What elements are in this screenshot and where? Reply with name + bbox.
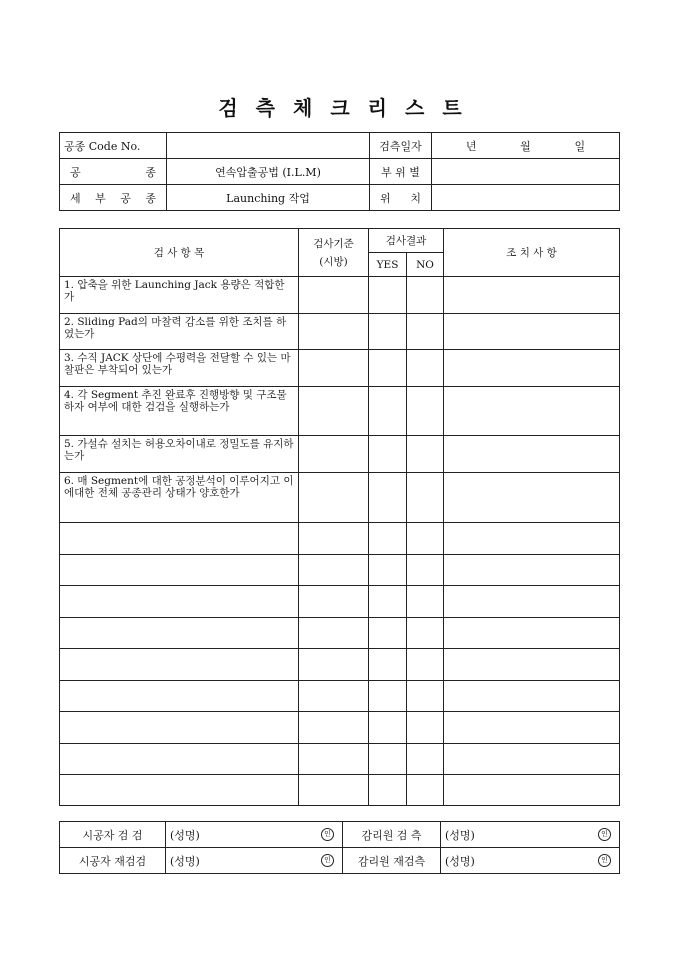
standard-cell[interactable] xyxy=(299,555,369,586)
yes-cell[interactable] xyxy=(369,586,407,618)
header-value xyxy=(167,133,370,159)
action-cell[interactable] xyxy=(444,523,620,555)
standard-cell[interactable] xyxy=(299,681,369,712)
title-char: 체 xyxy=(293,96,313,120)
col-action-header: 조 치 사 항 xyxy=(444,229,620,277)
yes-cell[interactable] xyxy=(369,277,407,314)
yes-cell[interactable] xyxy=(369,314,407,350)
date-month: 월 xyxy=(520,139,531,153)
checklist-row xyxy=(60,277,620,314)
header-value xyxy=(432,159,620,185)
header-row xyxy=(60,185,620,211)
col-standard-label: 검사기준 xyxy=(313,237,354,250)
header-label: 부 위 별 xyxy=(370,159,432,185)
title-char: 스 xyxy=(404,96,425,120)
standard-cell[interactable] xyxy=(299,350,369,387)
action-cell[interactable] xyxy=(444,277,620,314)
no-cell[interactable] xyxy=(407,649,444,681)
no-cell[interactable] xyxy=(407,744,444,775)
checklist-row xyxy=(60,473,620,523)
no-cell[interactable] xyxy=(407,523,444,555)
no-cell[interactable] xyxy=(407,314,444,350)
yes-cell[interactable] xyxy=(369,618,407,649)
empty-row xyxy=(60,775,620,806)
no-cell[interactable] xyxy=(407,555,444,586)
title-char: 리 xyxy=(367,96,387,120)
action-cell[interactable] xyxy=(444,387,620,436)
standard-cell[interactable] xyxy=(299,387,369,436)
empty-row xyxy=(60,649,620,681)
standard-cell[interactable] xyxy=(299,436,369,473)
signature-label: 감리원 재검측 xyxy=(343,848,441,874)
yes-cell[interactable] xyxy=(369,387,407,436)
checklist-row xyxy=(60,350,620,387)
header-row xyxy=(60,159,620,185)
checklist-item: 4. 각 Segment 추진 완료후 진행방향 및 구조물 하자 여부에 대한 검검을 실행하는가 xyxy=(60,387,299,436)
standard-cell[interactable] xyxy=(299,618,369,649)
item-cell[interactable] xyxy=(60,744,299,775)
name-placeholder: (성명) xyxy=(445,854,475,868)
standard-cell[interactable] xyxy=(299,649,369,681)
no-cell[interactable] xyxy=(407,618,444,649)
no-cell[interactable] xyxy=(407,586,444,618)
empty-row xyxy=(60,555,620,586)
seal-icon: 인 xyxy=(598,828,611,841)
checklist-row xyxy=(60,436,620,473)
title-char: 측 xyxy=(255,96,275,120)
checklist-item: 5. 가설슈 설치는 허용오차이내로 정밀도를 유지하는가 xyxy=(60,436,299,473)
header-value: 연속압출공법 (I.L.M) xyxy=(167,159,370,185)
item-cell[interactable] xyxy=(60,523,299,555)
no-cell[interactable] xyxy=(407,681,444,712)
standard-cell[interactable] xyxy=(299,744,369,775)
checklist-header-row xyxy=(60,229,620,253)
signature-row xyxy=(60,822,620,848)
item-cell[interactable] xyxy=(60,555,299,586)
no-cell[interactable] xyxy=(407,473,444,523)
item-cell[interactable] xyxy=(60,775,299,806)
yes-cell[interactable] xyxy=(369,555,407,586)
action-cell[interactable] xyxy=(444,436,620,473)
action-cell[interactable] xyxy=(444,775,620,806)
header-value: Launching 작업 xyxy=(167,185,370,211)
signature-table xyxy=(59,821,620,874)
empty-row xyxy=(60,744,620,775)
yes-cell[interactable] xyxy=(369,473,407,523)
yes-cell[interactable] xyxy=(369,350,407,387)
yes-cell[interactable] xyxy=(369,744,407,775)
standard-cell[interactable] xyxy=(299,277,369,314)
empty-row xyxy=(60,523,620,555)
checklist-item: 6. 매 Segment에 대한 공정분석이 이루어지고 이에대한 전체 공종관리 상태가 양호한가 xyxy=(60,473,299,523)
page-title xyxy=(0,92,680,121)
standard-cell[interactable] xyxy=(299,523,369,555)
standard-cell[interactable] xyxy=(299,473,369,523)
action-cell[interactable] xyxy=(444,649,620,681)
yes-cell[interactable] xyxy=(369,436,407,473)
header-label: 공종 Code No. xyxy=(60,133,167,159)
signature-cell[interactable] xyxy=(441,822,620,848)
checklist-item: 3. 수직 JACK 상단에 수평력을 전달할 수 있는 마찰판은 부착되어 있는가 xyxy=(60,350,299,387)
signature-label: 감리원 검 측 xyxy=(343,822,441,848)
header-label: 위 치 xyxy=(370,185,432,211)
date-cell xyxy=(432,133,620,159)
header-label: 검측일자 xyxy=(370,133,432,159)
checklist-row xyxy=(60,387,620,436)
standard-cell[interactable] xyxy=(299,586,369,618)
seal-icon: 인 xyxy=(321,854,334,867)
signature-cell[interactable] xyxy=(166,848,343,874)
checklist-item: 2. Sliding Pad의 마찰력 감소를 위한 조치를 하였는가 xyxy=(60,314,299,350)
checklist-row xyxy=(60,314,620,350)
item-cell[interactable] xyxy=(60,712,299,744)
no-cell[interactable] xyxy=(407,387,444,436)
name-placeholder: (성명) xyxy=(170,828,200,842)
yes-cell[interactable] xyxy=(369,712,407,744)
col-standard-header xyxy=(299,229,369,277)
no-cell[interactable] xyxy=(407,277,444,314)
checklist-table xyxy=(59,228,620,806)
item-cell[interactable] xyxy=(60,618,299,649)
name-placeholder: (성명) xyxy=(445,828,475,842)
date-day: 일 xyxy=(574,139,586,153)
standard-cell[interactable] xyxy=(299,712,369,744)
no-cell[interactable] xyxy=(407,775,444,806)
name-placeholder: (성명) xyxy=(170,854,200,868)
seal-icon: 인 xyxy=(321,828,334,841)
action-cell[interactable] xyxy=(444,350,620,387)
item-cell[interactable] xyxy=(60,586,299,618)
header-label: 세 부 공 종 xyxy=(60,185,167,211)
standard-cell[interactable] xyxy=(299,314,369,350)
action-cell[interactable] xyxy=(444,473,620,523)
item-cell[interactable] xyxy=(60,649,299,681)
seal-icon: 인 xyxy=(598,854,611,867)
signature-label: 시공자 검 검 xyxy=(60,822,166,848)
signature-cell[interactable] xyxy=(166,822,343,848)
empty-row xyxy=(60,681,620,712)
signature-label: 시공자 재검검 xyxy=(60,848,166,874)
title-char: 트 xyxy=(442,96,462,120)
col-result-header: 검사결과 xyxy=(369,229,444,253)
empty-row xyxy=(60,618,620,649)
no-cell[interactable] xyxy=(407,350,444,387)
col-yes-header: YES xyxy=(369,253,407,277)
action-cell[interactable] xyxy=(444,555,620,586)
action-cell[interactable] xyxy=(444,586,620,618)
action-cell[interactable] xyxy=(444,618,620,649)
col-item-header: 검 사 항 목 xyxy=(60,229,299,277)
signature-row xyxy=(60,848,620,874)
checklist-item: 1. 압축을 위한 Launching Jack 용량은 적합한가 xyxy=(60,277,299,314)
header-table xyxy=(59,132,620,211)
header-row xyxy=(60,133,620,159)
action-cell[interactable] xyxy=(444,712,620,744)
empty-row xyxy=(60,586,620,618)
col-standard-sub: (시방) xyxy=(319,255,348,268)
header-value xyxy=(432,185,620,211)
no-cell[interactable] xyxy=(407,436,444,473)
yes-cell[interactable] xyxy=(369,649,407,681)
empty-row xyxy=(60,712,620,744)
title-char: 크 xyxy=(330,96,350,120)
action-cell[interactable] xyxy=(444,314,620,350)
item-cell[interactable] xyxy=(60,681,299,712)
no-cell[interactable] xyxy=(407,712,444,744)
header-label: 공 종 xyxy=(60,159,167,185)
action-cell[interactable] xyxy=(444,681,620,712)
action-cell[interactable] xyxy=(444,744,620,775)
signature-cell[interactable] xyxy=(441,848,620,874)
yes-cell[interactable] xyxy=(369,523,407,555)
title-char: 검 xyxy=(218,96,238,120)
col-no-header: NO xyxy=(407,253,444,277)
yes-cell[interactable] xyxy=(369,775,407,806)
date-year: 년 xyxy=(465,139,477,153)
standard-cell[interactable] xyxy=(299,775,369,806)
yes-cell[interactable] xyxy=(369,681,407,712)
